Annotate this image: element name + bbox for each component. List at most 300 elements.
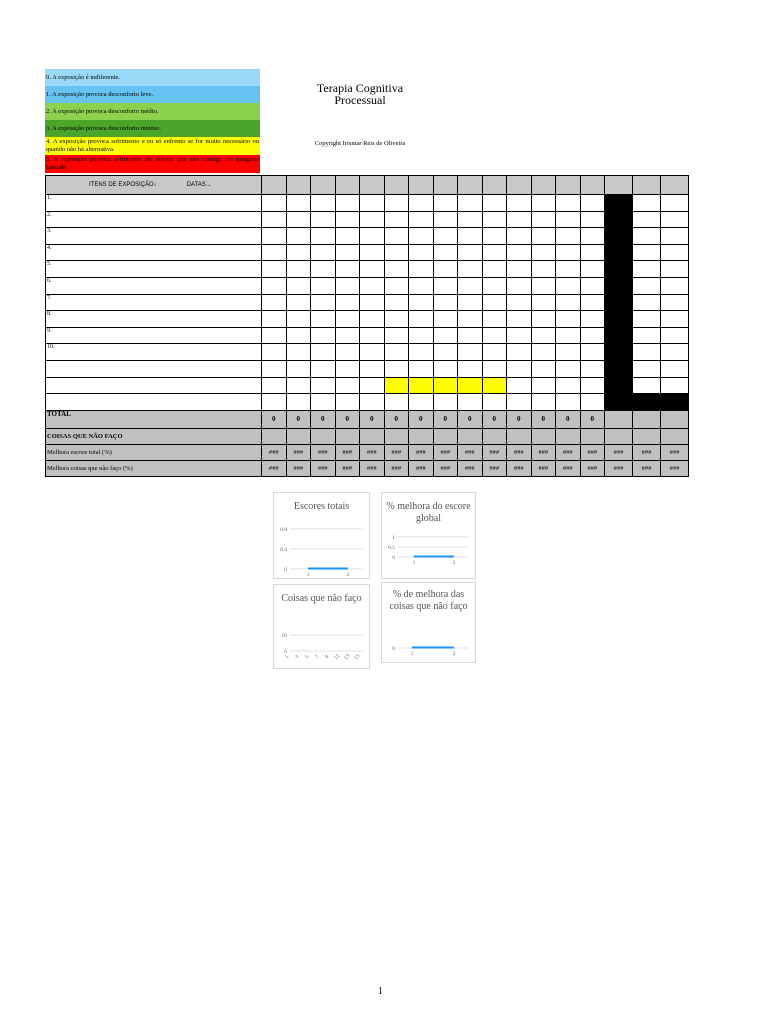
score-cell [605,311,633,328]
score-cell [556,244,581,261]
legend-item: 4. A exposição provoca sofrimento e eu só enfrento se for muito necessário ou quando não há alternativa. [45,137,260,155]
chart-plot [382,529,475,579]
score-cell [409,277,434,294]
score-cell [661,195,689,212]
score-cell [531,228,556,245]
score-cell [409,195,434,212]
score-cell [556,277,581,294]
score-cell [580,311,605,328]
percent-cell: ### [286,460,311,476]
score-cell [458,377,483,394]
score-cell [482,344,507,361]
score-cell [580,360,605,377]
score-cell [311,244,336,261]
legend-item: 0. A exposição é indiferente. [45,69,260,86]
item-label: 6. [46,277,262,294]
chart-title: Coisas que não faço [281,593,362,604]
score-cell [605,277,633,294]
table-header-row [46,176,689,195]
score-cell [384,195,409,212]
melhora-total-row [46,444,689,460]
score-cell [633,327,661,344]
score-cell [556,228,581,245]
score-cell [482,195,507,212]
item-label: 2. [46,211,262,228]
total-value: 0 [433,410,458,428]
score-cell [482,311,507,328]
score-cell [335,195,360,212]
score-cell [384,344,409,361]
percent-cell: ### [458,444,483,460]
score-cell [661,394,689,411]
score-cell [409,327,434,344]
score-cell [360,294,385,311]
x-tick-label: 2 [346,572,350,578]
score-cell [311,360,336,377]
coisas-cell [661,428,689,444]
score-cell [433,228,458,245]
total-value [661,410,689,428]
coisas-cell [262,428,287,444]
percent-cell: ### [335,444,360,460]
total-value: 0 [580,410,605,428]
score-cell [580,377,605,394]
table-row [46,261,689,278]
score-cell [580,394,605,411]
coisas-cell [458,428,483,444]
score-cell [384,360,409,377]
items-header: ITENS DE EXPOSIÇÃO↓ [89,181,157,188]
x-tick-label: 15 [353,653,362,662]
score-cell [482,244,507,261]
date-cell [433,176,458,195]
x-tick-label: 1 [306,572,310,578]
x-tick-label: 11 [333,653,342,662]
score-cell [335,344,360,361]
score-cell [633,344,661,361]
score-cell [311,327,336,344]
score-cell [661,294,689,311]
coisas-cell [507,428,532,444]
total-value: 0 [335,410,360,428]
score-cell [633,394,661,411]
score-cell [262,244,287,261]
score-cell [556,377,581,394]
score-cell [262,211,287,228]
score-cell [661,277,689,294]
score-cell [286,261,311,278]
score-cell [633,311,661,328]
percent-cell: ### [458,460,483,476]
score-cell [633,244,661,261]
score-cell [633,261,661,278]
y-tick-label: 10 [281,633,287,639]
score-cell [433,195,458,212]
score-cell [633,228,661,245]
coisas-cell [409,428,434,444]
score-cell [507,327,532,344]
score-cell [286,211,311,228]
score-cell [286,228,311,245]
percent-cell: ### [531,444,556,460]
percent-cell: ### [633,460,661,476]
score-cell [360,327,385,344]
percent-cell: ### [262,460,287,476]
score-cell [360,344,385,361]
score-cell [262,360,287,377]
coisas-cell [286,428,311,444]
x-tick-label: 3 [294,654,301,661]
coisas-cell [633,428,661,444]
y-tick-label: 1 [392,535,395,541]
percent-cell: ### [531,460,556,476]
score-cell [433,327,458,344]
item-label: 1. [46,195,262,212]
x-tick-label: 1 [284,654,291,661]
score-cell [384,377,409,394]
chart-plot [382,633,475,663]
percent-cell: ### [384,460,409,476]
total-value [605,410,633,428]
score-cell [384,311,409,328]
score-cell [311,311,336,328]
x-tick-label: 2 [452,560,456,566]
score-cell [409,377,434,394]
score-cell [262,344,287,361]
score-cell [262,261,287,278]
score-cell [605,195,633,212]
score-cell [286,195,311,212]
x-tick-label: 7 [314,654,321,661]
date-cell [360,176,385,195]
score-cell [335,327,360,344]
score-cell [262,277,287,294]
melhora-coisas-row [46,460,689,476]
chart-global-improvement [381,492,476,579]
chart-title: % de melhora das coisas que não faço [389,589,468,612]
x-tick-label: 9 [324,654,331,661]
score-cell [384,394,409,411]
chart-things-not-done [273,584,370,669]
score-cell [286,360,311,377]
score-cell [531,327,556,344]
score-cell [482,394,507,411]
score-cell [335,211,360,228]
date-cell [286,176,311,195]
y-tick-label: 0.4 [280,547,287,553]
score-cell [360,244,385,261]
date-cell [311,176,336,195]
y-tick-label: 0 [392,555,395,561]
score-cell [384,228,409,245]
total-value: 0 [262,410,287,428]
page-number: 1 [378,986,383,997]
score-cell [531,261,556,278]
table-row [46,195,689,212]
date-cell [409,176,434,195]
score-cell [633,195,661,212]
date-cell [531,176,556,195]
date-cell [661,176,689,195]
score-cell [531,244,556,261]
dates-header: DATAS→ [186,181,212,188]
legend-item: 3. A exposição provoca desconforto intenso. [45,120,260,137]
score-cell [556,311,581,328]
table-row [46,360,689,377]
score-cell [556,360,581,377]
x-tick-label: 2 [452,651,456,657]
percent-cell: ### [580,444,605,460]
score-cell [633,211,661,228]
score-cell [262,394,287,411]
x-tick-label: 1 [410,651,414,657]
score-cell [286,311,311,328]
score-cell [409,294,434,311]
score-cell [605,294,633,311]
score-cell [262,228,287,245]
score-cell [262,327,287,344]
score-cell [360,377,385,394]
item-label: 4. [46,244,262,261]
item-label [46,394,262,411]
score-cell [360,277,385,294]
score-cell [556,211,581,228]
date-cell [633,176,661,195]
score-cell [335,394,360,411]
x-tick-label: 5 [304,654,311,661]
score-cell [335,311,360,328]
percent-cell: ### [482,444,507,460]
score-cell [458,244,483,261]
percent-cell: ### [360,460,385,476]
table-row [46,244,689,261]
score-cell [360,261,385,278]
percent-cell: ### [556,460,581,476]
score-cell [482,294,507,311]
score-cell [335,261,360,278]
score-cell [433,394,458,411]
score-cell [335,228,360,245]
percent-cell: ### [482,460,507,476]
score-cell [335,277,360,294]
score-cell [507,277,532,294]
coisas-cell [311,428,336,444]
score-cell [556,261,581,278]
score-cell [286,377,311,394]
chart-total-scores [273,492,370,579]
score-cell [507,195,532,212]
score-cell [531,360,556,377]
total-value: 0 [458,410,483,428]
document-title: Terapia Cognitiva Processual [316,82,404,106]
score-cell [482,377,507,394]
score-cell [531,277,556,294]
score-cell [384,294,409,311]
score-cell [335,360,360,377]
y-tick-label: 0 [284,649,287,655]
percent-cell: ### [360,444,385,460]
total-value: 0 [360,410,385,428]
score-cell [507,228,532,245]
score-cell [384,261,409,278]
score-cell [458,228,483,245]
score-cell [458,195,483,212]
score-cell [458,394,483,411]
table-row [46,327,689,344]
row-label: Melhora escore total (%) [46,444,262,460]
score-cell [580,211,605,228]
score-cell [482,327,507,344]
score-cell [661,228,689,245]
total-row [46,410,689,428]
score-cell [605,394,633,411]
date-cell [384,176,409,195]
percent-cell: ### [605,460,633,476]
score-cell [311,294,336,311]
score-cell [458,327,483,344]
score-cell [360,394,385,411]
item-label: 8. [46,311,262,328]
score-cell [507,211,532,228]
score-cell [507,244,532,261]
score-cell [433,211,458,228]
coisas-label: COISAS QUE NÃO FAÇO [46,428,262,444]
score-cell [262,377,287,394]
item-label [46,377,262,394]
score-cell [286,277,311,294]
legend [45,69,260,173]
percent-cell: ### [605,444,633,460]
score-cell [580,228,605,245]
chart-title: Escores totais [293,501,350,512]
coisas-cell [531,428,556,444]
score-cell [633,277,661,294]
percent-cell: ### [286,444,311,460]
score-cell [360,211,385,228]
score-cell [458,311,483,328]
table-row [46,311,689,328]
score-cell [311,211,336,228]
score-cell [661,211,689,228]
item-label: 9. [46,327,262,344]
chart-plot [274,519,369,579]
score-cell [360,311,385,328]
total-value: 0 [507,410,532,428]
table-row [46,211,689,228]
score-cell [262,195,287,212]
score-cell [482,228,507,245]
score-cell [531,394,556,411]
score-cell [661,360,689,377]
table-row [46,277,689,294]
total-value: 0 [286,410,311,428]
item-label: 3. [46,228,262,245]
score-cell [661,344,689,361]
score-cell [661,327,689,344]
score-cell [409,360,434,377]
total-value: 0 [482,410,507,428]
y-tick-label: 0 [284,567,287,573]
item-label: 5. [46,261,262,278]
total-label: TOTAL [46,410,262,428]
score-cell [605,211,633,228]
score-cell [661,261,689,278]
table-row [46,294,689,311]
score-cell [580,294,605,311]
score-cell [507,394,532,411]
total-value: 0 [311,410,336,428]
score-cell [360,195,385,212]
score-cell [286,294,311,311]
score-cell [311,394,336,411]
score-cell [605,261,633,278]
score-cell [409,228,434,245]
coisas-cell [482,428,507,444]
score-cell [605,327,633,344]
score-cell [311,261,336,278]
score-cell [556,195,581,212]
score-cell [433,244,458,261]
chart-plot [274,619,369,669]
score-cell [458,344,483,361]
score-cell [531,344,556,361]
date-cell [507,176,532,195]
score-cell [409,311,434,328]
score-cell [633,360,661,377]
score-cell [507,360,532,377]
item-label: 7. [46,294,262,311]
percent-cell: ### [661,460,689,476]
score-cell [409,394,434,411]
coisas-cell [335,428,360,444]
score-cell [580,244,605,261]
score-cell [311,344,336,361]
score-cell [507,344,532,361]
percent-cell: ### [409,460,434,476]
total-value: 0 [409,410,434,428]
score-cell [507,294,532,311]
table-row [46,228,689,245]
score-cell [409,261,434,278]
percent-cell: ### [556,444,581,460]
score-cell [286,244,311,261]
date-cell [605,176,633,195]
coisas-cell [360,428,385,444]
score-cell [580,261,605,278]
score-cell [531,195,556,212]
score-cell [360,360,385,377]
score-cell [556,344,581,361]
percent-cell: ### [580,460,605,476]
score-cell [433,261,458,278]
date-cell [262,176,287,195]
exposure-table [45,175,689,477]
score-cell [458,294,483,311]
score-cell [580,277,605,294]
header-label [46,176,262,195]
score-cell [384,211,409,228]
score-cell [556,294,581,311]
score-cell [482,211,507,228]
score-cell [311,228,336,245]
total-value: 0 [384,410,409,428]
score-cell [384,244,409,261]
percent-cell: ### [633,444,661,460]
score-cell [507,377,532,394]
score-cell [286,344,311,361]
percent-cell: ### [433,444,458,460]
percent-cell: ### [384,444,409,460]
